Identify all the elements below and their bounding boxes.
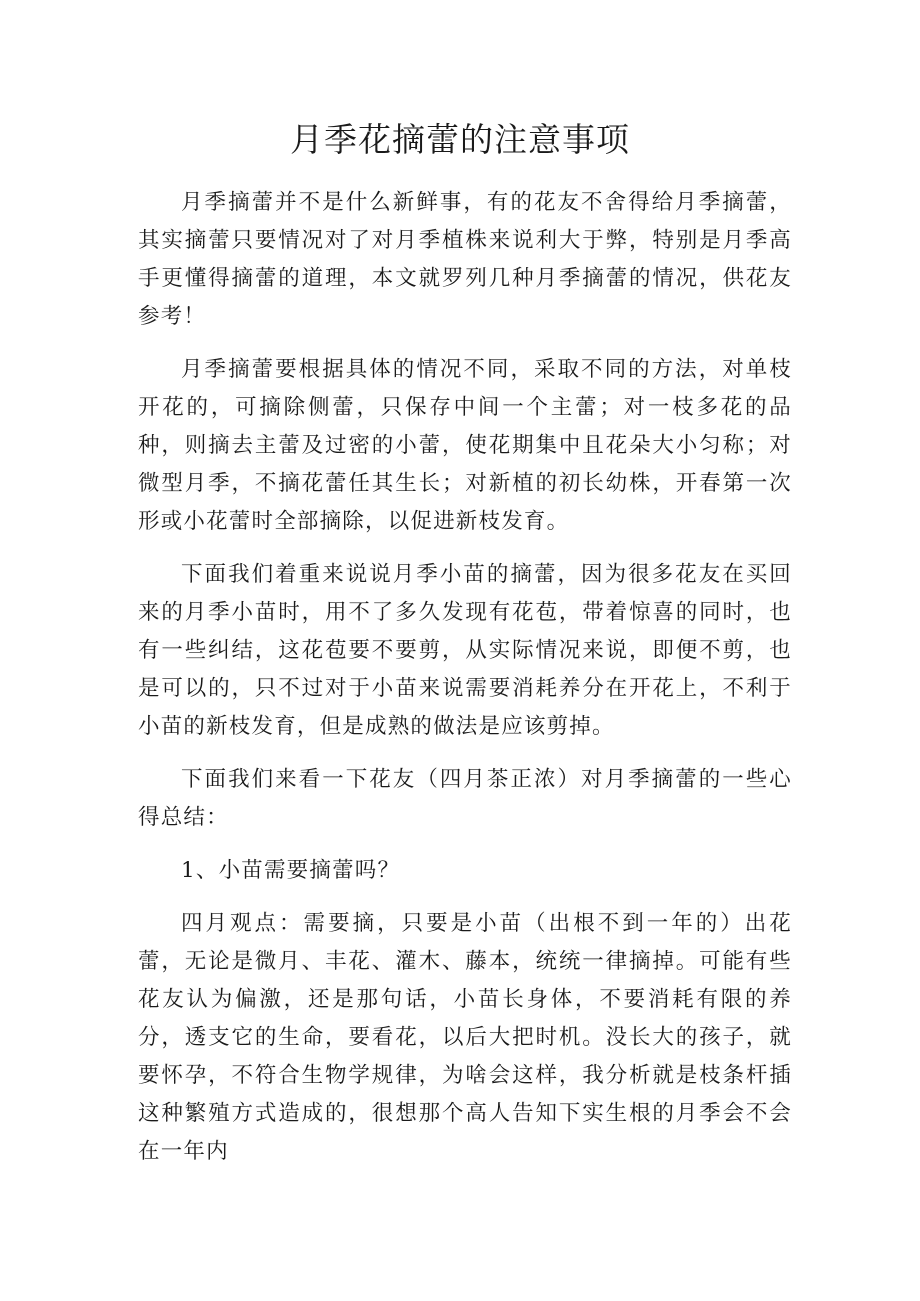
- paragraph-summary-intro: 下面我们来看一下花友（四月茶正浓）对月季摘蕾的一些心得总结：: [138, 767, 792, 830]
- paragraph-intro: 月季摘蕾并不是什么新鲜事，有的花友不舍得给月季摘蕾，其实摘蕾只要情况对了对月季植株来说利大于弊，特别是月季高手更懂得摘蕾的道理，本文就罗列几种月季摘蕾的情况，供花友参考！: [138, 190, 792, 329]
- paragraph-seedlings: 下面我们着重来说说月季小苗的摘蕾，因为很多花友在买回来的月季小苗时，用不了多久发现有花苞，带着惊喜的同时，也有一些纠结，这花苞要不要剪，从实际情况来说，即便不剪，也是可以的，只不过对于小苗来说需要消耗养分在开花上，不利于小苗的新枝发育，但是成熟的做法是应该剪掉。: [138, 562, 792, 739]
- paragraph-answer: 四月观点：需要摘，只要是小苗（出根不到一年的）出花蕾，无论是微月、丰花、灌木、藤本，统统一律摘掉。可能有些花友认为偏激，还是那句话，小苗长身体，不要消耗有限的养分，透支它的生命，要看花，以后大把时机。没长大的孩子，就要怀孕，不符合生物学规律，为啥会这样，我分析就是枝条杆插这种繁殖方式造成的，很想那个高人告知下实生根的月季会不会在一年内: [138, 911, 792, 1164]
- paragraph-methods: 月季摘蕾要根据具体的情况不同，采取不同的方法，对单枝开花的，可摘除侧蕾，只保存中间一个主蕾；对一枝多花的品种，则摘去主蕾及过密的小蕾，使花期集中且花朵大小匀称；对微型月季，不摘花蕾任其生长；对新植的初长幼株，开春第一次形或小花蕾时全部摘除，以促进新枝发育。: [138, 357, 792, 534]
- question-heading: 1、小苗需要摘蕾吗？: [181, 858, 401, 883]
- document-title: 月季花摘蕾的注意事项: [290, 120, 630, 159]
- document-body: [138, 184, 792, 1186]
